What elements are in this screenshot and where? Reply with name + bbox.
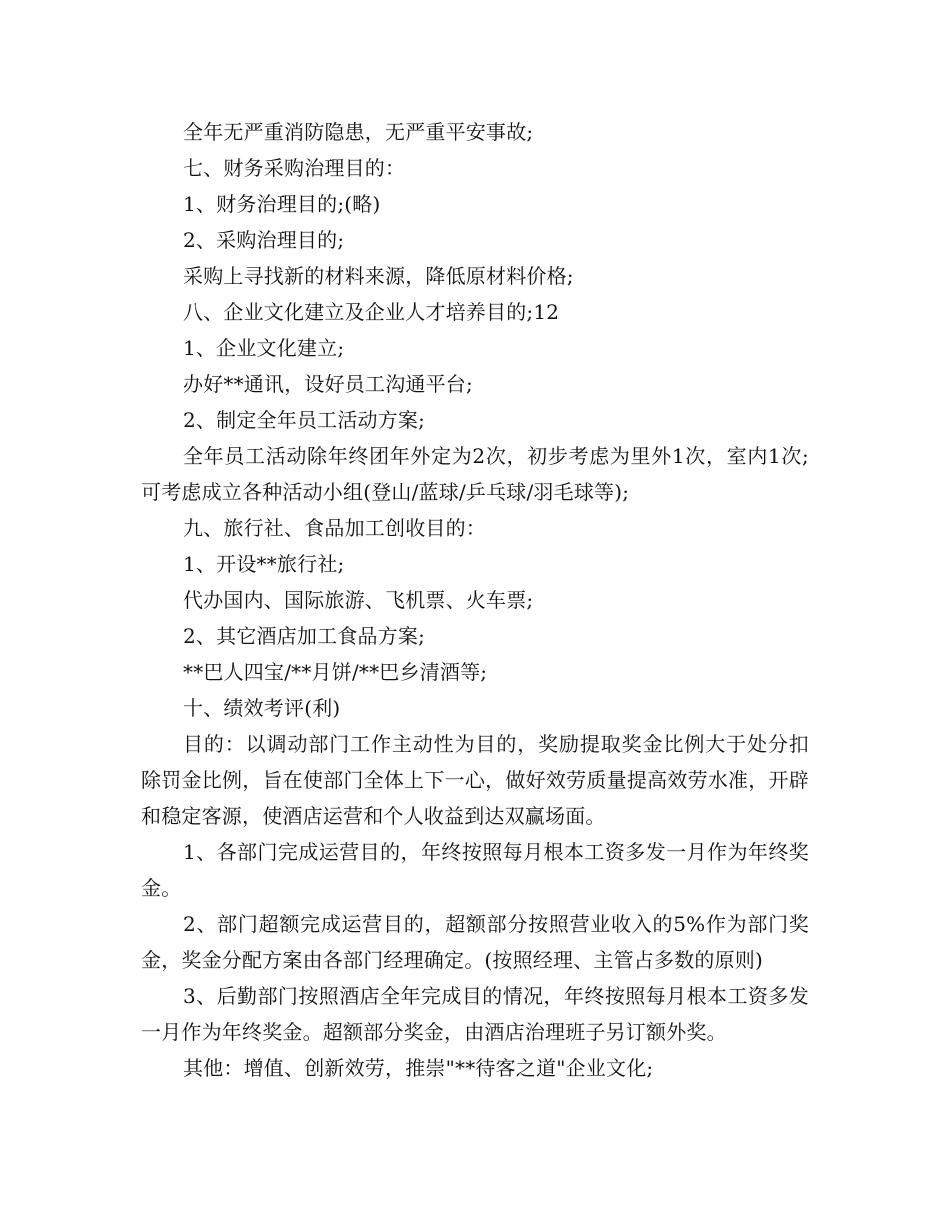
paragraph: 采购上寻找新的材料来源，降低原材料价格; <box>183 264 574 288</box>
paragraph: 2、制定全年员工活动方案; <box>183 408 426 432</box>
paragraph: 目的：以调动部门工作主动性为目的，奖励提取奖金比例大于处分扣除罚金比例，旨在使部门全体上下一心，做好效劳质量提高效劳水准，开辟和稳定客源，使酒店运营和个人收益到达双赢场面。 <box>141 732 809 828</box>
paragraph: 办好**通讯，设好员工沟通平台; <box>183 372 473 396</box>
paragraph: 2、采购治理目的; <box>183 228 345 252</box>
section-heading: 九、旅行社、食品加工创收目的： <box>183 516 486 540</box>
section-heading: 七、财务采购治理目的： <box>183 156 406 180</box>
document-body <box>141 114 809 1086</box>
paragraph: 其他：增值、创新效劳，推崇"**待客之道"企业文化; <box>183 1056 654 1080</box>
paragraph: 1、企业文化建立; <box>183 336 345 360</box>
paragraph: **巴人四宝/**月饼/**巴乡清酒等; <box>183 660 488 684</box>
paragraph: 2、其它酒店加工食品方案; <box>183 624 426 648</box>
paragraph: 1、各部门完成运营目的，年终按照每月根本工资多发一月作为年终奖金。 <box>141 840 809 900</box>
paragraph: 2、部门超额完成运营目的，超额部分按照营业收入的5%作为部门奖金，奖金分配方案由各部门经理确定。(按照经理、主管占多数的原则) <box>141 912 809 972</box>
paragraph: 代办国内、国际旅游、飞机票、火车票; <box>183 588 534 612</box>
paragraph: 1、开设**旅行社; <box>183 552 345 576</box>
section-heading: 十、绩效考评(利) <box>183 696 341 720</box>
paragraph: 全年员工活动除年终团年外定为2次，初步考虑为里外1次，室内1次;可考虑成立各种活动小组(登山/蓝球/乒乓球/羽毛球等); <box>141 444 809 504</box>
paragraph: 3、后勤部门按照酒店全年完成目的情况，年终按照每月根本工资多发一月作为年终奖金。超额部分奖金，由酒店治理班子另订额外奖。 <box>141 984 809 1044</box>
section-heading: 八、企业文化建立及企业人才培养目的;12 <box>183 300 560 324</box>
paragraph: 1、财务治理目的;(略) <box>183 192 381 216</box>
paragraph: 全年无严重消防隐患，无严重平安事故; <box>183 120 534 144</box>
